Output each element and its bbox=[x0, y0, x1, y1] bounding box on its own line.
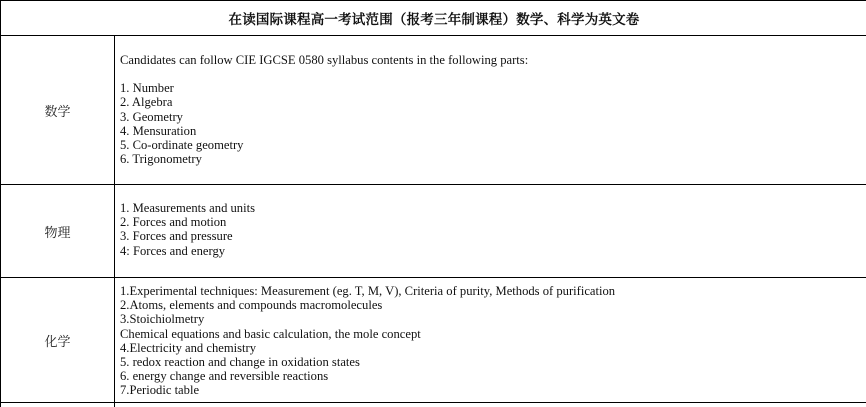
list-item: 5. Co-ordinate geometry bbox=[120, 138, 244, 153]
subject-cell-chemistry bbox=[1, 278, 115, 402]
list-item: Chemical equations and basic calculation, the mole concept bbox=[120, 326, 421, 341]
table-row-chemistry bbox=[1, 278, 866, 403]
math-intro: Candidates can follow CIE IGCSE 0580 syllabus contents in the following parts: bbox=[120, 53, 529, 67]
content-cell-chemistry bbox=[120, 278, 866, 402]
table-title: 在读国际课程高一考试范围（报考三年制课程）数学、科学为英文卷 bbox=[228, 12, 640, 28]
list-item: 1. Measurements and units bbox=[120, 201, 256, 215]
list-item: 3. Forces and pressure bbox=[120, 229, 233, 244]
subject-cell-physics bbox=[1, 185, 115, 277]
spacer bbox=[120, 67, 866, 81]
list-item: 2. Algebra bbox=[120, 95, 173, 110]
list-item: 4.Electricity and chemistry bbox=[120, 340, 257, 355]
content-cell-physics bbox=[120, 185, 866, 277]
list-item: 3. Geometry bbox=[120, 109, 183, 124]
table-row-math bbox=[1, 36, 866, 185]
list-item: 1. Number bbox=[120, 81, 174, 96]
subject-label-physics: 物理 bbox=[44, 225, 71, 241]
subject-cell-math bbox=[1, 36, 115, 184]
list-item: 2.Atoms, elements and compounds macromolecules bbox=[120, 298, 383, 313]
table-row-physics bbox=[1, 185, 866, 278]
list-item: 1.Experimental techniques: Measurement (eg. T, M, V), Criteria of purity, Methods of purification bbox=[120, 284, 616, 298]
table-title-row bbox=[1, 1, 866, 36]
subject-label-chemistry: 化学 bbox=[44, 334, 71, 350]
table-next-row-partial bbox=[1, 403, 866, 407]
subject-cell-partial bbox=[1, 403, 115, 407]
list-item: 4: Forces and energy bbox=[120, 243, 226, 258]
list-item: 7.Periodic table bbox=[120, 383, 200, 398]
list-item: 5. redox reaction and change in oxidation states bbox=[120, 355, 360, 370]
list-item: 6. energy change and reversible reactions bbox=[120, 369, 329, 384]
subject-label-math: 数学 bbox=[44, 104, 71, 120]
list-item: 2. Forces and motion bbox=[120, 215, 227, 230]
content-cell-math bbox=[120, 36, 866, 184]
list-item: 6. Trigonometry bbox=[120, 152, 202, 167]
list-item: 3.Stoichiolmetry bbox=[120, 312, 205, 327]
list-item: 4. Mensuration bbox=[120, 123, 197, 138]
